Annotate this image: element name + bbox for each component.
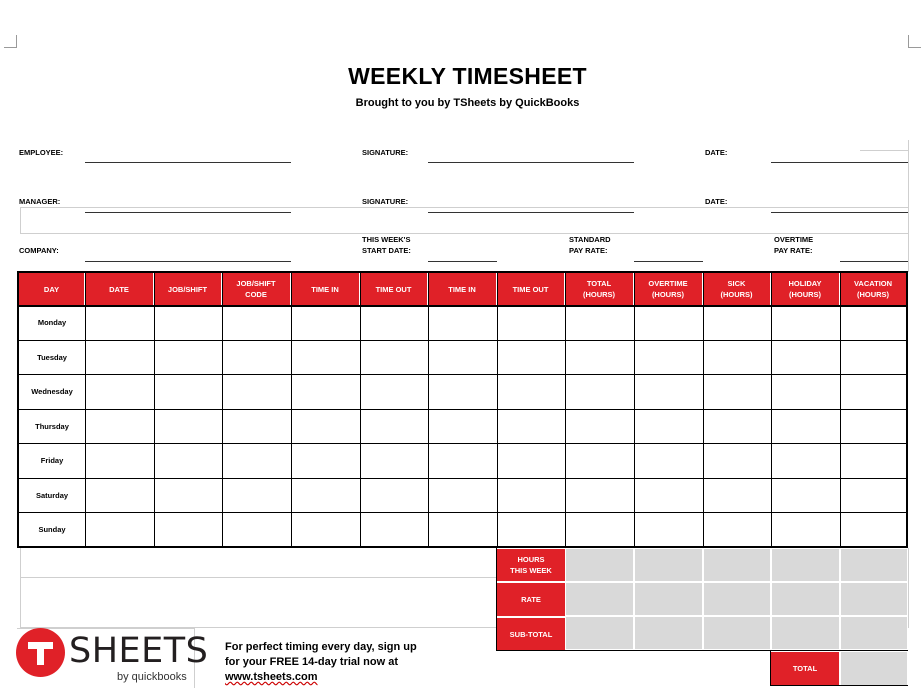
col-header-time-out-2: TIME OUT: [497, 273, 565, 305]
pay-rate-field[interactable]: [634, 261, 703, 262]
col-header-time-in-2: TIME IN: [428, 273, 497, 305]
rate-label: RATE: [497, 583, 565, 616]
col-header-job-shift-code: JOB/SHIFT CODE: [222, 273, 291, 305]
overtime-rate-label-line1: OVERTIME: [774, 235, 814, 244]
total-label: TOTAL: [771, 652, 839, 685]
subtotal-total-cell[interactable]: [565, 616, 634, 650]
hours-this-week-label: HOURS THIS WEEK: [497, 549, 565, 581]
col-header-vacation-hours: VACATION (HOURS): [840, 273, 906, 305]
col-header-time-in-1: TIME IN: [291, 273, 360, 305]
pay-rate-label-line1: STANDARD: [569, 235, 611, 244]
cell-guide: [908, 140, 909, 272]
logo-byline: by quickbooks: [117, 671, 187, 683]
table-grid-line: [17, 374, 908, 375]
overtime-rate-label: [774, 234, 813, 256]
cell-guide: [20, 207, 908, 208]
rate-overtime-cell[interactable]: [634, 582, 703, 616]
overtime-rate-label-line2: PAY RATE:: [774, 246, 813, 255]
col-header-day: DAY: [19, 273, 85, 305]
cell-guide: [20, 577, 497, 578]
manager-label: MANAGER:: [19, 197, 61, 206]
subtotal-label: SUB-TOTAL: [497, 618, 565, 650]
date-label: DATE:: [705, 197, 728, 206]
start-date-label: [362, 234, 411, 256]
cell-guide: [20, 207, 21, 233]
logo-wordmark: SHEETS: [69, 631, 209, 671]
totals-border: [770, 685, 908, 686]
table-grid-line: [17, 443, 908, 444]
promo-link[interactable]: www.tsheets.com: [225, 671, 318, 683]
signature-label: SIGNATURE:: [362, 197, 409, 206]
employee-label: EMPLOYEE:: [19, 148, 64, 157]
day-label-wednesday: Wednesday: [31, 387, 73, 396]
day-label-thursday: Thursday: [35, 422, 69, 431]
cell-guide: [860, 150, 908, 151]
totals-border: [770, 651, 771, 686]
employee-signature-field[interactable]: [428, 162, 634, 163]
manager-field[interactable]: [85, 212, 291, 213]
employee-date-field[interactable]: [771, 162, 908, 163]
date-label: DATE:: [705, 148, 728, 157]
col-header-sick-hours: SICK (HOURS): [703, 273, 771, 305]
table-grid-line: [17, 478, 908, 479]
table-grid-line: [17, 340, 908, 341]
subtotal-overtime-cell[interactable]: [634, 616, 703, 650]
subtotal-vacation-cell[interactable]: [840, 616, 908, 650]
col-header-time-out-1: TIME OUT: [360, 273, 428, 305]
col-header-holiday-hours: HOLIDAY (HOURS): [771, 273, 840, 305]
table-grid-line: [17, 512, 908, 513]
totals-border: [496, 548, 497, 651]
promo-text: [225, 640, 417, 685]
tsheets-t-icon: [16, 628, 65, 677]
pay-rate-label-line2: PAY RATE:: [569, 246, 608, 255]
hours-holiday-cell[interactable]: [771, 548, 840, 582]
cell-guide: [20, 548, 21, 628]
table-grid-line: [17, 409, 908, 410]
hours-total-cell[interactable]: [565, 548, 634, 582]
grand-total-cell[interactable]: [840, 651, 908, 686]
start-date-label-line2: START DATE:: [362, 246, 411, 255]
rate-holiday-cell[interactable]: [771, 582, 840, 616]
hours-vacation-cell[interactable]: [840, 548, 908, 582]
corner-mark-top-left: [4, 35, 17, 48]
pay-rate-label: [569, 234, 611, 256]
manager-date-field[interactable]: [771, 212, 908, 213]
hours-overtime-cell[interactable]: [634, 548, 703, 582]
col-header-job-shift: JOB/SHIFT: [154, 273, 222, 305]
day-label-saturday: Saturday: [35, 491, 69, 500]
company-label: COMPANY:: [19, 246, 59, 255]
promo-line-2: for your FREE 14-day trial now at: [225, 656, 398, 668]
day-label-tuesday: Tuesday: [37, 353, 67, 362]
subtotal-sick-cell[interactable]: [703, 616, 771, 650]
day-label-sunday: Sunday: [38, 525, 66, 534]
table-grid-line: [17, 305, 908, 307]
page-subtitle: Brought to you by TSheets by QuickBooks: [355, 97, 580, 109]
rate-total-cell[interactable]: [565, 582, 634, 616]
day-label-friday: Friday: [40, 456, 64, 465]
hours-sick-cell[interactable]: [703, 548, 771, 582]
employee-field[interactable]: [85, 162, 291, 163]
overtime-rate-field[interactable]: [840, 261, 908, 262]
rate-sick-cell[interactable]: [703, 582, 771, 616]
page-title: WEEKLY TIMESHEET: [348, 63, 587, 89]
day-label-monday: Monday: [37, 318, 67, 327]
col-header-total-hours: TOTAL (HOURS): [565, 273, 634, 305]
cell-guide: [908, 548, 909, 628]
company-field[interactable]: [85, 261, 291, 262]
promo-line-1: For perfect timing every day, sign up: [225, 641, 417, 653]
start-date-field[interactable]: [428, 261, 497, 262]
signature-label: SIGNATURE:: [362, 148, 409, 157]
tsheets-logo-icon: [16, 628, 65, 677]
col-header-overtime-hours: OVERTIME (HOURS): [634, 273, 703, 305]
start-date-label-line1: THIS WEEK'S: [362, 235, 411, 244]
col-header-date: DATE: [85, 273, 154, 305]
manager-signature-field[interactable]: [428, 212, 634, 213]
rate-vacation-cell[interactable]: [840, 582, 908, 616]
corner-mark-top-right: [908, 35, 921, 48]
subtotal-holiday-cell[interactable]: [771, 616, 840, 650]
